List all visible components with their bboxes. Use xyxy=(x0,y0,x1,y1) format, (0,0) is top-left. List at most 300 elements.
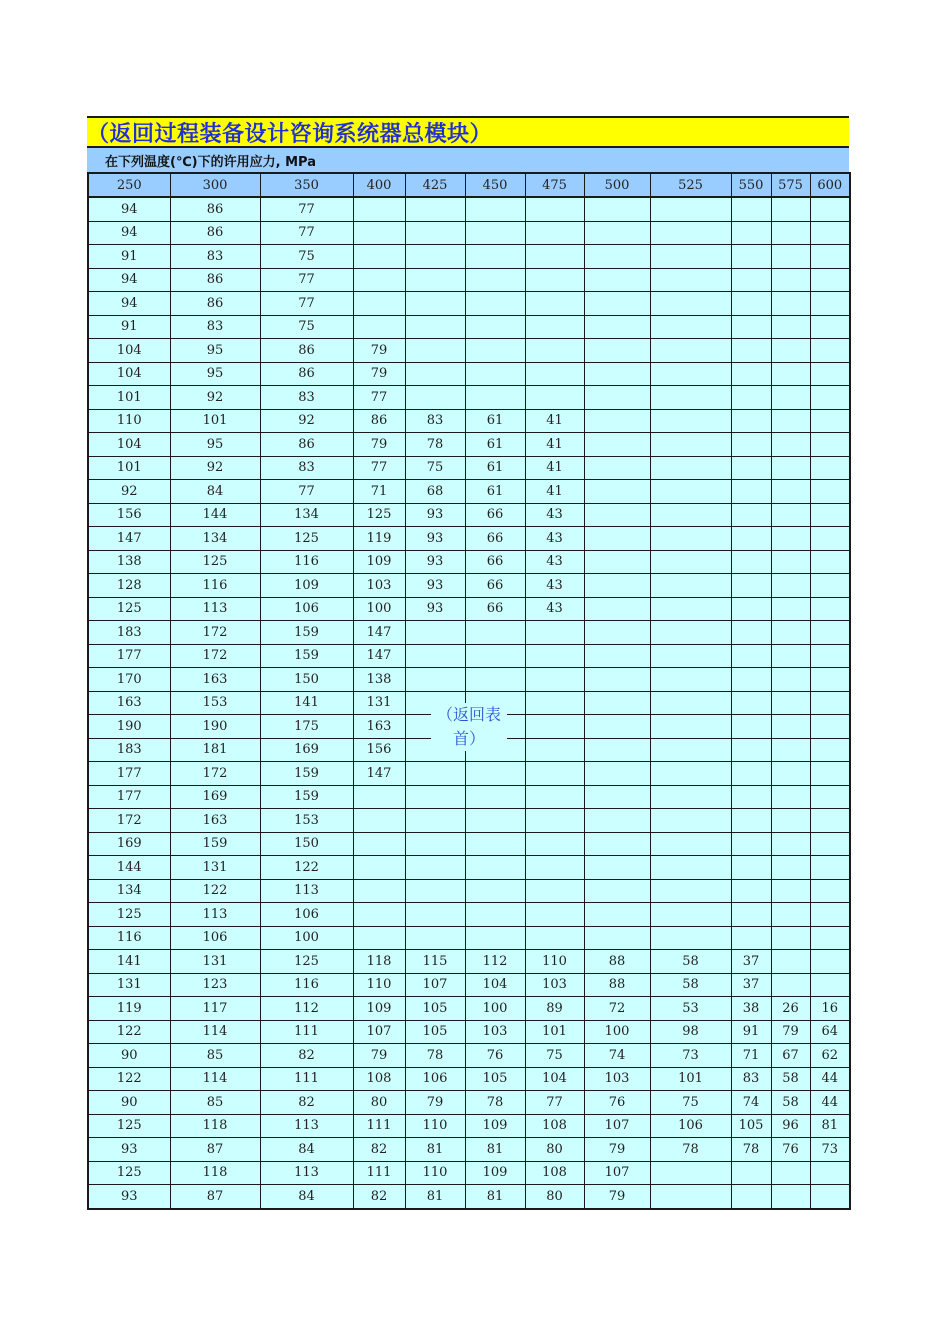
column-header: 450 xyxy=(465,173,525,197)
table-cell xyxy=(584,621,650,645)
table-cell: 128 xyxy=(88,574,170,598)
table-cell xyxy=(650,691,731,715)
table-row xyxy=(88,1114,850,1138)
table-cell xyxy=(810,691,850,715)
table-cell: 125 xyxy=(88,903,170,927)
table-cell xyxy=(584,691,650,715)
table-cell xyxy=(810,245,850,269)
table-cell: 82 xyxy=(260,1091,353,1115)
table-cell xyxy=(650,315,731,339)
table-row xyxy=(88,433,850,457)
table-row xyxy=(88,386,850,410)
column-header: 575 xyxy=(771,173,810,197)
table-cell xyxy=(771,644,810,668)
table-cell xyxy=(810,903,850,927)
table-cell xyxy=(465,903,525,927)
table-cell: 93 xyxy=(405,574,465,598)
table-cell: 110 xyxy=(353,973,405,997)
table-cell: 156 xyxy=(353,738,405,762)
table-cell xyxy=(650,903,731,927)
table-cell xyxy=(525,715,584,739)
table-cell xyxy=(353,879,405,903)
table-cell: 159 xyxy=(260,762,353,786)
table-cell xyxy=(650,738,731,762)
table-cell: 125 xyxy=(353,503,405,527)
table-row xyxy=(88,1044,850,1068)
table-cell xyxy=(465,292,525,316)
table-cell: 103 xyxy=(353,574,405,598)
table-cell: 91 xyxy=(88,315,170,339)
table-cell: 169 xyxy=(260,738,353,762)
table-cell xyxy=(405,785,465,809)
table-cell: 43 xyxy=(525,527,584,551)
table-cell: 41 xyxy=(525,456,584,480)
table-cell: 77 xyxy=(260,197,353,221)
table-cell: 119 xyxy=(88,997,170,1021)
table-cell: 43 xyxy=(525,503,584,527)
table-cell xyxy=(405,386,465,410)
table-cell xyxy=(650,832,731,856)
table-cell: 38 xyxy=(731,997,771,1021)
table-cell xyxy=(771,903,810,927)
table-cell: 73 xyxy=(810,1138,850,1162)
table-cell xyxy=(465,621,525,645)
table-cell: 107 xyxy=(353,1020,405,1044)
table-cell xyxy=(810,785,850,809)
table-cell: 118 xyxy=(170,1114,260,1138)
table-cell xyxy=(650,621,731,645)
table-cell xyxy=(465,197,525,221)
table-row xyxy=(88,245,850,269)
table-cell xyxy=(405,292,465,316)
table-cell: 109 xyxy=(353,997,405,1021)
table-cell xyxy=(584,715,650,739)
table-row xyxy=(88,1067,850,1091)
table-cell: 58 xyxy=(650,973,731,997)
table-cell xyxy=(810,1161,850,1185)
table-cell xyxy=(771,456,810,480)
table-cell: 66 xyxy=(465,503,525,527)
table-cell: 109 xyxy=(353,550,405,574)
table-cell: 86 xyxy=(170,197,260,221)
table-cell xyxy=(650,527,731,551)
table-cell xyxy=(353,268,405,292)
table-row xyxy=(88,221,850,245)
table-cell: 131 xyxy=(353,691,405,715)
table-cell: 172 xyxy=(170,644,260,668)
table-cell: 105 xyxy=(405,997,465,1021)
table-cell xyxy=(525,738,584,762)
table-cell xyxy=(810,715,850,739)
table-cell xyxy=(405,668,465,692)
table-cell xyxy=(525,832,584,856)
table-cell: 111 xyxy=(353,1161,405,1185)
table-cell: 95 xyxy=(170,362,260,386)
table-cell xyxy=(353,856,405,880)
table-cell: 79 xyxy=(771,1020,810,1044)
table-cell: 147 xyxy=(88,527,170,551)
table-cell xyxy=(810,409,850,433)
table-cell: 87 xyxy=(170,1185,260,1209)
table-cell xyxy=(731,879,771,903)
table-cell: 163 xyxy=(353,715,405,739)
table-cell xyxy=(810,950,850,974)
table-cell xyxy=(650,668,731,692)
table-cell xyxy=(525,245,584,269)
table-cell: 111 xyxy=(260,1067,353,1091)
table-cell: 43 xyxy=(525,597,584,621)
table-cell: 190 xyxy=(88,715,170,739)
table-cell xyxy=(405,245,465,269)
table-cell: 141 xyxy=(88,950,170,974)
table-cell: 107 xyxy=(584,1114,650,1138)
table-cell xyxy=(650,480,731,504)
table-cell xyxy=(810,527,850,551)
table-cell xyxy=(810,268,850,292)
table-cell xyxy=(405,339,465,363)
table-cell: 104 xyxy=(465,973,525,997)
table-cell xyxy=(650,1161,731,1185)
table-cell xyxy=(584,762,650,786)
table-cell xyxy=(525,762,584,786)
table-row xyxy=(88,879,850,903)
table-cell: 163 xyxy=(88,691,170,715)
table-cell: 37 xyxy=(731,950,771,974)
table-cell: 87 xyxy=(170,1138,260,1162)
table-cell: 79 xyxy=(353,1044,405,1068)
table-cell: 84 xyxy=(170,480,260,504)
table-cell: 159 xyxy=(170,832,260,856)
table-cell xyxy=(353,221,405,245)
table-cell xyxy=(465,832,525,856)
table-cell: 61 xyxy=(465,456,525,480)
table-cell: 159 xyxy=(260,644,353,668)
table-cell xyxy=(584,668,650,692)
table-cell xyxy=(405,221,465,245)
table-cell xyxy=(650,456,731,480)
table-cell: 84 xyxy=(260,1138,353,1162)
table-cell xyxy=(465,762,525,786)
table-cell: 104 xyxy=(88,362,170,386)
table-cell: 112 xyxy=(465,950,525,974)
table-cell xyxy=(810,315,850,339)
table-cell: 134 xyxy=(88,879,170,903)
table-cell: 106 xyxy=(260,903,353,927)
table-cell xyxy=(810,362,850,386)
table-cell: 81 xyxy=(810,1114,850,1138)
table-row xyxy=(88,644,850,668)
table-row xyxy=(88,856,850,880)
table-cell: 91 xyxy=(731,1020,771,1044)
table-cell xyxy=(771,809,810,833)
table-cell xyxy=(771,433,810,457)
table-cell: 101 xyxy=(525,1020,584,1044)
table-cell xyxy=(465,926,525,950)
table-cell: 111 xyxy=(260,1020,353,1044)
table-cell: 110 xyxy=(525,950,584,974)
table-cell xyxy=(650,386,731,410)
table-cell xyxy=(731,245,771,269)
table-cell: 83 xyxy=(260,456,353,480)
table-cell: 79 xyxy=(584,1138,650,1162)
table-cell xyxy=(584,926,650,950)
table-cell xyxy=(405,315,465,339)
table-cell: 93 xyxy=(405,503,465,527)
table-cell: 95 xyxy=(170,433,260,457)
table-row xyxy=(88,197,850,221)
table-cell: 93 xyxy=(88,1138,170,1162)
table-cell xyxy=(465,644,525,668)
table-cell: 112 xyxy=(260,997,353,1021)
table-cell: 43 xyxy=(525,550,584,574)
table-cell: 109 xyxy=(260,574,353,598)
table-cell: 82 xyxy=(260,1044,353,1068)
table-cell: 80 xyxy=(353,1091,405,1115)
return-to-top-link[interactable]: （返回表首） xyxy=(431,703,507,751)
table-cell xyxy=(584,268,650,292)
table-row xyxy=(88,1138,850,1162)
table-cell xyxy=(731,832,771,856)
table-cell xyxy=(525,644,584,668)
table-cell: 66 xyxy=(465,550,525,574)
table-cell: 58 xyxy=(650,950,731,974)
table-cell: 92 xyxy=(170,386,260,410)
table-cell xyxy=(525,668,584,692)
table-cell xyxy=(771,268,810,292)
table-cell xyxy=(810,574,850,598)
table-cell xyxy=(771,245,810,269)
table-row xyxy=(88,1020,850,1044)
table-cell: 86 xyxy=(170,268,260,292)
table-cell xyxy=(731,785,771,809)
table-cell xyxy=(731,621,771,645)
table-cell: 95 xyxy=(170,339,260,363)
table-row xyxy=(88,621,850,645)
table-cell xyxy=(810,221,850,245)
table-cell: 100 xyxy=(465,997,525,1021)
table-cell xyxy=(650,644,731,668)
table-cell xyxy=(731,362,771,386)
table-cell: 163 xyxy=(170,668,260,692)
table-cell: 94 xyxy=(88,292,170,316)
table-cell xyxy=(584,245,650,269)
table-cell xyxy=(584,550,650,574)
table-cell xyxy=(810,197,850,221)
table-cell xyxy=(650,926,731,950)
table-cell xyxy=(771,738,810,762)
table-cell: 86 xyxy=(353,409,405,433)
table-cell xyxy=(525,197,584,221)
table-cell: 106 xyxy=(405,1067,465,1091)
table-cell xyxy=(771,292,810,316)
table-cell: 122 xyxy=(88,1067,170,1091)
table-cell: 159 xyxy=(260,621,353,645)
column-header: 425 xyxy=(405,173,465,197)
table-cell: 93 xyxy=(405,550,465,574)
table-cell xyxy=(771,1161,810,1185)
table-cell xyxy=(584,409,650,433)
table-cell: 82 xyxy=(353,1138,405,1162)
table-cell: 101 xyxy=(170,409,260,433)
table-cell xyxy=(353,832,405,856)
table-cell xyxy=(810,762,850,786)
table-cell xyxy=(771,362,810,386)
table-cell: 125 xyxy=(88,1114,170,1138)
table-cell xyxy=(584,386,650,410)
table-cell xyxy=(650,221,731,245)
table-cell: 116 xyxy=(88,926,170,950)
table-cell xyxy=(771,668,810,692)
table-cell xyxy=(771,221,810,245)
table-cell: 122 xyxy=(170,879,260,903)
table-cell xyxy=(465,386,525,410)
table-cell xyxy=(584,456,650,480)
table-cell xyxy=(771,315,810,339)
table-cell xyxy=(353,809,405,833)
table-cell: 78 xyxy=(405,433,465,457)
table-cell xyxy=(353,926,405,950)
table-cell xyxy=(525,809,584,833)
table-cell: 91 xyxy=(88,245,170,269)
table-cell: 106 xyxy=(260,597,353,621)
table-row xyxy=(88,903,850,927)
table-cell xyxy=(810,1185,850,1209)
table-cell: 125 xyxy=(170,550,260,574)
temperature-header-row xyxy=(88,173,850,197)
column-header: 550 xyxy=(731,173,771,197)
table-cell xyxy=(650,433,731,457)
table-cell: 94 xyxy=(88,268,170,292)
table-cell xyxy=(771,856,810,880)
table-cell: 74 xyxy=(584,1044,650,1068)
table-cell: 101 xyxy=(88,386,170,410)
table-caption: 在下列温度(℃)下的许用应力, MPa xyxy=(105,154,316,170)
table-cell: 85 xyxy=(170,1091,260,1115)
table-cell: 163 xyxy=(170,809,260,833)
table-cell: 100 xyxy=(260,926,353,950)
column-header: 400 xyxy=(353,173,405,197)
table-cell xyxy=(810,738,850,762)
column-header: 250 xyxy=(88,173,170,197)
table-cell: 134 xyxy=(260,503,353,527)
table-cell: 58 xyxy=(771,1067,810,1091)
table-cell xyxy=(731,926,771,950)
table-cell xyxy=(525,386,584,410)
table-cell: 114 xyxy=(170,1020,260,1044)
table-cell: 177 xyxy=(88,762,170,786)
table-cell xyxy=(525,926,584,950)
table-cell xyxy=(731,762,771,786)
table-row xyxy=(88,785,850,809)
table-cell xyxy=(465,221,525,245)
table-cell xyxy=(771,832,810,856)
table-cell xyxy=(650,856,731,880)
table-cell: 77 xyxy=(260,292,353,316)
table-cell: 119 xyxy=(353,527,405,551)
table-cell xyxy=(731,856,771,880)
table-cell xyxy=(525,315,584,339)
table-cell: 147 xyxy=(353,762,405,786)
table-cell xyxy=(465,315,525,339)
table-cell: 105 xyxy=(465,1067,525,1091)
table-cell: 150 xyxy=(260,832,353,856)
column-header: 350 xyxy=(260,173,353,197)
table-cell xyxy=(465,809,525,833)
table-cell: 86 xyxy=(170,221,260,245)
table-cell: 101 xyxy=(650,1067,731,1091)
table-cell: 172 xyxy=(170,621,260,645)
table-cell xyxy=(731,386,771,410)
table-cell: 83 xyxy=(170,245,260,269)
table-cell xyxy=(650,762,731,786)
table-cell xyxy=(731,809,771,833)
table-cell: 92 xyxy=(170,456,260,480)
table-cell: 75 xyxy=(405,456,465,480)
table-cell xyxy=(731,503,771,527)
table-cell: 93 xyxy=(88,1185,170,1209)
table-cell xyxy=(731,268,771,292)
table-cell: 62 xyxy=(810,1044,850,1068)
table-cell xyxy=(771,409,810,433)
table-cell xyxy=(465,245,525,269)
table-cell xyxy=(771,715,810,739)
table-cell: 116 xyxy=(170,574,260,598)
table-cell xyxy=(584,315,650,339)
table-row xyxy=(88,503,850,527)
table-cell xyxy=(771,386,810,410)
table-cell: 153 xyxy=(260,809,353,833)
table-cell xyxy=(771,197,810,221)
table-cell: 89 xyxy=(525,997,584,1021)
table-cell xyxy=(771,339,810,363)
table-cell xyxy=(584,503,650,527)
table-cell: 144 xyxy=(88,856,170,880)
table-cell: 81 xyxy=(465,1185,525,1209)
table-cell xyxy=(810,668,850,692)
table-cell: 71 xyxy=(353,480,405,504)
table-cell xyxy=(525,268,584,292)
table-cell xyxy=(731,668,771,692)
table-cell xyxy=(771,973,810,997)
table-cell xyxy=(465,268,525,292)
table-cell xyxy=(731,433,771,457)
table-cell: 103 xyxy=(584,1067,650,1091)
table-cell: 77 xyxy=(260,480,353,504)
table-cell xyxy=(771,1185,810,1209)
table-cell: 98 xyxy=(650,1020,731,1044)
table-cell: 41 xyxy=(525,409,584,433)
table-cell: 101 xyxy=(88,456,170,480)
table-cell xyxy=(731,1185,771,1209)
table-row xyxy=(88,409,850,433)
table-cell xyxy=(405,832,465,856)
table-cell xyxy=(584,597,650,621)
table-cell: 80 xyxy=(525,1138,584,1162)
table-cell: 44 xyxy=(810,1091,850,1115)
table-cell: 64 xyxy=(810,1020,850,1044)
table-cell xyxy=(810,480,850,504)
table-cell xyxy=(584,339,650,363)
table-cell xyxy=(731,1161,771,1185)
table-cell xyxy=(650,715,731,739)
return-to-main-module-link[interactable]: （返回过程装备设计咨询系统器总模块） xyxy=(87,121,493,147)
table-cell xyxy=(650,268,731,292)
table-cell xyxy=(465,785,525,809)
table-cell xyxy=(584,832,650,856)
table-cell xyxy=(584,480,650,504)
table-cell xyxy=(405,621,465,645)
table-cell: 138 xyxy=(88,550,170,574)
